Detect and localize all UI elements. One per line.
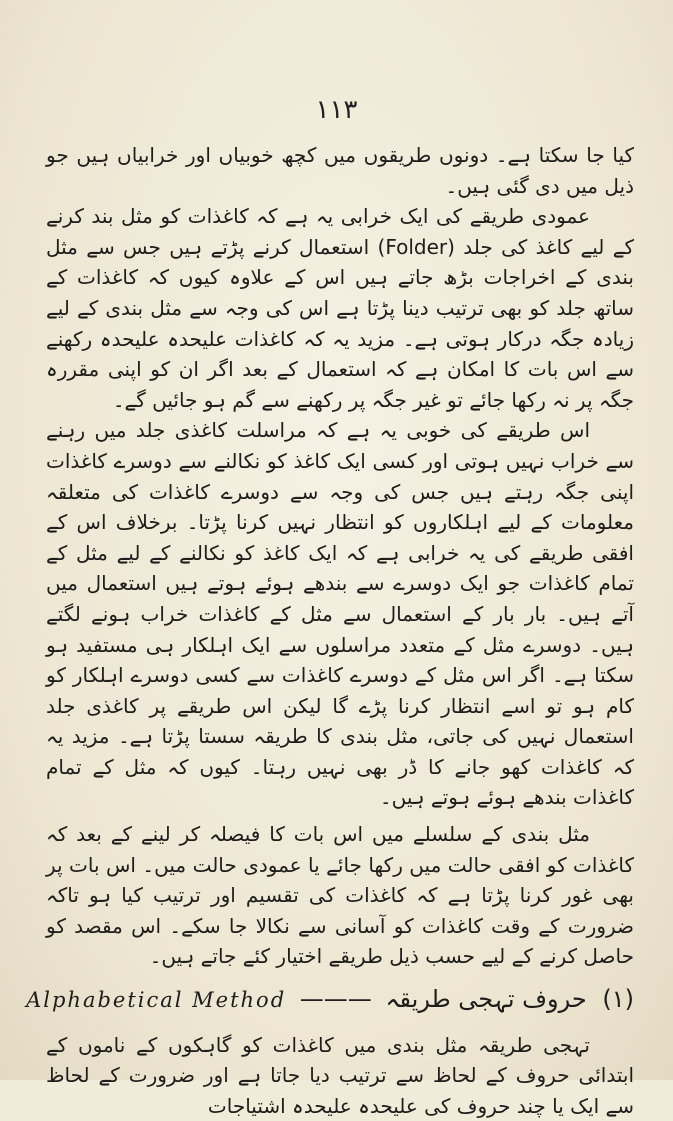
- paragraph-vertical-method: عمودی طریقے کی ایک خرابی یہ ہے کہ کاغذات کو مثل بند کرنے کے لیے کاغذ کی جلد (Folder) استعمال کرنے پڑتے ہیں جس سے مثل بندی کے اخراجات بڑھ جاتے ہیں اس کے علاوہ کیوں کہ کاغذات کے ساتھ جلد کو بھی ترتیب دینا پڑتا ہے اس کی وجہ سے مثل بندی کے لیے زیادہ جگہ درکار ہوتی ہے۔ مزید یہ کہ کاغذات علیحدہ علیحدہ رکھنے سے اس بات کا امکان ہے کہ استعمال کے بعد اگر ان کو اپنی مقررہ جگہ پر نہ رکھا جائے تو غیر جگہ پر رکھنے سے گم ہو جائیں گے۔: [46, 204, 634, 412]
- page-number: ۱۱۳: [315, 95, 358, 125]
- paragraph-intro: کیا جا سکتا ہے۔ دونوں طریقوں میں کچھ خوبیاں اور خرابیاں ہیں جو ذیل میں دی گئی ہیں۔: [46, 143, 634, 198]
- heading-english: Alphabetical Method: [26, 988, 287, 1013]
- page-body: [26, 140, 634, 1121]
- heading-title: حروف تہجی طریقہ: [385, 985, 587, 1014]
- paragraph-alphabetical: تہجی طریقہ مثل بندی میں کاغذات کو گاہکوں کے ناموں کے ابتدائی حروف کے لحاظ سے ترتیب دیا جاتا ہے اور ضرورت کے لحاظ سے ایک یا چند حروف کی علیحدہ علیحدہ اشتیاجات: [46, 1032, 634, 1118]
- section-heading: [26, 984, 634, 1016]
- heading-number: (۱): [602, 985, 634, 1014]
- paragraph-filing-methods: مثل بندی کے سلسلے میں اس بات کا فیصلہ کر لینے کے بعد کہ کاغذات کو افقی حالت میں رکھا جائے یا عمودی حالت میں۔ اس بات پر بھی غور کرنا پڑتا ہے کہ کاغذات کی تقسیم اور ترتیب کیا ہو تاکہ ضرورت کے وقت کاغذات کو آسانی سے نکالا جا سکے۔ اس مقصد کو حاصل کرنے کے لیے حسب ذیل طریقے اختیار کئے جاتے ہیں۔: [46, 822, 634, 969]
- paragraph-advantages: اس طریقے کی خوبی یہ ہے کہ مراسلت کاغذی جلد میں رہنے سے خراب نہیں ہوتی اور کسی ایک کاغذ کو نکالنے سے دوسرے کاغذات اپنی جگہ رہتے ہیں جس کی وجہ سے دوسرے کاغذات کی متعلقہ معلومات کے لیے اہلکاروں کو انتظار نہیں کرنا پڑتا۔ برخلاف اس کے افقی طریقے کی یہ خرابی ہے کہ ایک کاغذ کو نکالنے کے لیے مثل کے تمام کاغذات جو ایک دوسرے سے بندھے ہوئے ہوتے ہیں استعمال میں آتے ہیں۔ بار بار کے استعمال سے مثل کے کاغذات خراب ہونے لگتے ہیں۔ دوسرے مثل کے متعدد مراسلوں سے ایک اہلکار ہی مستفید ہو سکتا ہے۔ اگر اس مثل کے دوسرے کاغذات سے کسی دوسرے اہلکار کو کام ہو تو اسے انتظار کرنا پڑے گا لیکن اس طریقے پر کاغذی جلد استعمال نہیں کی جاتی، مثل بندی کا طریقہ سستا پڑتا ہے۔ مزید یہ کہ کاغذات کھو جانے کا ڈر بھی نہیں رہتا۔ کیوں کہ مثل کے تمام کاغذات بندھے ہوئے ہوتے ہیں۔: [46, 418, 634, 810]
- heading-dash: ———: [299, 985, 372, 1014]
